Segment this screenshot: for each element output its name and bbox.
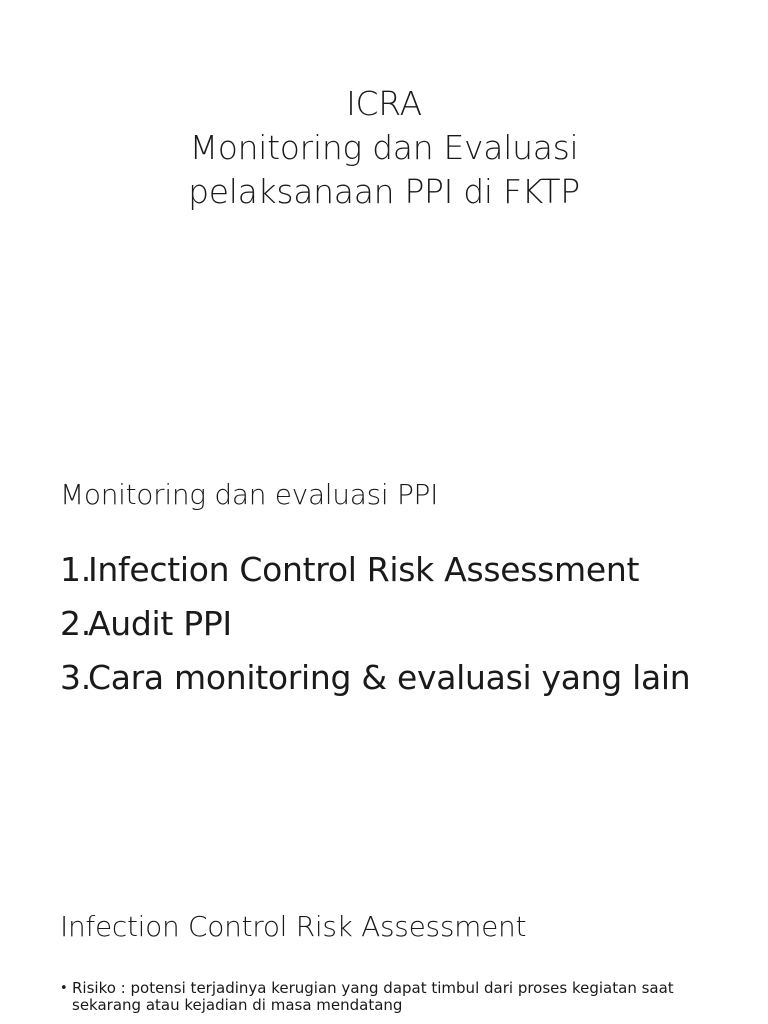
slide-title	[0, 0, 768, 420]
title-line-2: Monitoring dan Evaluasi	[189, 128, 579, 167]
list-item-text: Audit PPI	[88, 604, 232, 643]
list-item-text: Risiko : potensi terjadinya kerugian yang dapat timbul dari proses kegiatan saat sekarang atau kejadian di masa mendatang	[72, 979, 674, 1014]
list-item-text: Cara monitoring & evaluasi yang lain	[88, 658, 691, 697]
bullet-icon: •	[60, 981, 68, 996]
list-item-text: Infection Control Risk Assessment	[88, 550, 640, 589]
list-number: 2.	[60, 604, 91, 643]
bullet-list	[60, 980, 740, 1014]
slide-monitoring	[0, 430, 768, 860]
section-heading: Infection Control Risk Assessment	[60, 910, 527, 943]
list-number: 1.	[60, 550, 91, 589]
title-line-3: pelaksanaan PPI di FKTP	[188, 172, 580, 211]
list-item	[60, 548, 750, 592]
section-heading: Monitoring dan evaluasi PPI	[60, 478, 439, 511]
title-line-1: ICRA	[346, 84, 422, 123]
list-item	[60, 656, 750, 700]
list-item	[60, 602, 750, 646]
slide-title-text	[0, 82, 768, 214]
list-item	[60, 980, 740, 1014]
slide-icra	[0, 870, 768, 1024]
list-number: 3.	[60, 658, 91, 697]
numbered-list	[60, 548, 750, 710]
